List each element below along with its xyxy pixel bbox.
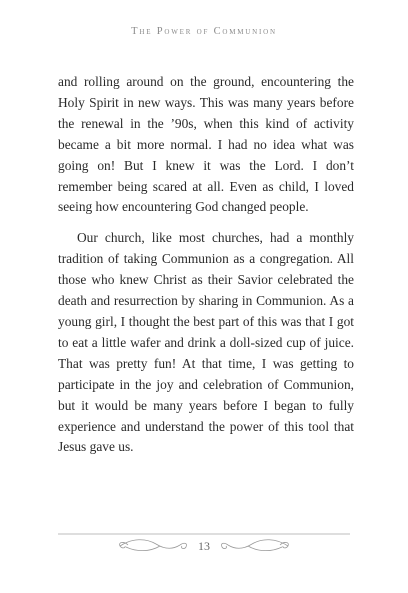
paragraph: Our church, like most churches, had a monthly tradition of taking Communion as a congregation. All those who knew Christ as their Savior celebrated the death and resurrection by sharing in Communion. As a young girl, I thought the best part of this was that I got to eat a little wafer and drink a doll-sized cup of juice. That was pretty fun! At that time, I was getting to participate in the joy and celebration of Communion, but it would be many years before I began to fully experience and understand the power of this tool that Jesus gave us. xyxy=(58,230,354,455)
page-number: 13 xyxy=(198,539,210,553)
paragraph-continued: and rolling around on the ground, encountering the Holy Spirit in new ways. This was many years before the renewal in the ’90s, when this kind of activity became a bit more normal. I had no idea what was going on! But I knew it was the Lord. I don’t remember being scared at all. Even as child, I loved seeing how encountering God changed people. xyxy=(58,74,354,215)
running-head: The Power of Communion xyxy=(131,26,277,37)
body-text xyxy=(58,72,354,458)
